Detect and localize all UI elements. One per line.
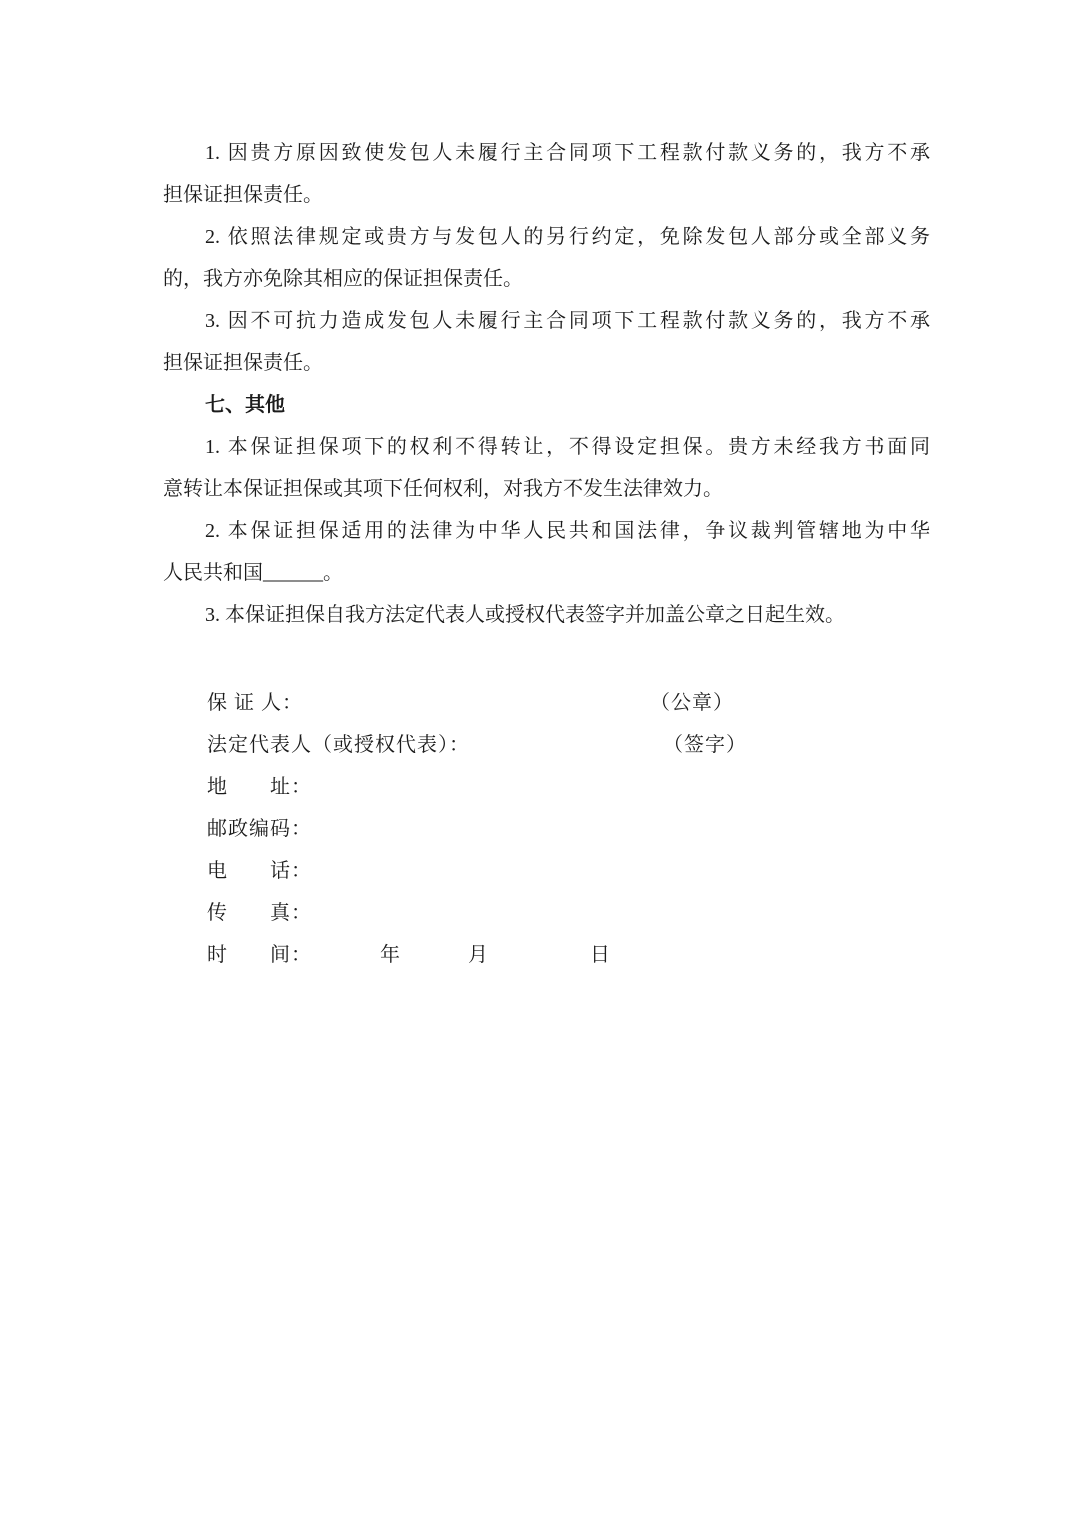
address-label: 地 址： <box>207 776 312 798</box>
paragraph-line: 2. 依照法律规定或贵方与发包人的另行约定，免除发包人部分或全部义务 <box>205 226 930 248</box>
clause-paragraph <box>163 594 930 636</box>
phone-label: 电 话： <box>207 860 312 882</box>
postal-code-row <box>163 808 930 850</box>
signature-block <box>163 682 930 976</box>
day-label: 日 <box>590 944 610 966</box>
seal-note: （公章） <box>650 692 734 714</box>
fax-row <box>163 892 930 934</box>
year-label: 年 <box>380 944 400 966</box>
paragraph-line: 担保证担保责任。 <box>163 352 323 374</box>
document-body <box>163 132 930 976</box>
representative-label: 法定代表人（或授权代表）： <box>207 734 470 756</box>
paragraph-line-with-blank: 人民共和国______。 <box>163 562 343 584</box>
clause-paragraph <box>163 132 930 216</box>
guarantor-label: 保 证 人： <box>207 692 303 714</box>
time-label: 时 间： <box>207 944 312 966</box>
paragraph-line: 意转让本保证担保或其项下任何权利，对我方不发生法律效力。 <box>163 478 723 500</box>
address-row <box>163 766 930 808</box>
clause-paragraph <box>163 216 930 300</box>
paragraph-line: 担保证担保责任。 <box>163 184 323 206</box>
section-heading: 七、其他 <box>205 394 285 416</box>
month-label: 月 <box>468 944 488 966</box>
paragraph-line: 2. 本保证担保适用的法律为中华人民共和国法律，争议裁判管辖地为中华 <box>205 520 930 542</box>
time-row <box>163 934 930 976</box>
clause-paragraph <box>163 300 930 384</box>
paragraph-line: 3. 因不可抗力造成发包人未履行主合同项下工程款付款义务的，我方不承 <box>205 310 930 332</box>
paragraph-line: 的，我方亦免除其相应的保证担保责任。 <box>163 268 523 290</box>
clause-paragraph <box>163 426 930 510</box>
postal-code-label: 邮政编码： <box>207 818 312 840</box>
paragraph-line: 1. 本保证担保项下的权利不得转让，不得设定担保。贵方未经我方书面同 <box>205 436 930 458</box>
fax-label: 传 真： <box>207 902 312 924</box>
representative-row <box>163 724 930 766</box>
sign-note: （签字） <box>663 734 747 756</box>
paragraph-line: 3. 本保证担保自我方法定代表人或授权代表签字并加盖公章之日起生效。 <box>205 604 845 626</box>
clause-paragraph <box>163 510 930 594</box>
phone-row <box>163 850 930 892</box>
paragraph-line: 1. 因贵方原因致使发包人未履行主合同项下工程款付款义务的，我方不承 <box>205 142 930 164</box>
guarantor-row <box>163 682 930 724</box>
